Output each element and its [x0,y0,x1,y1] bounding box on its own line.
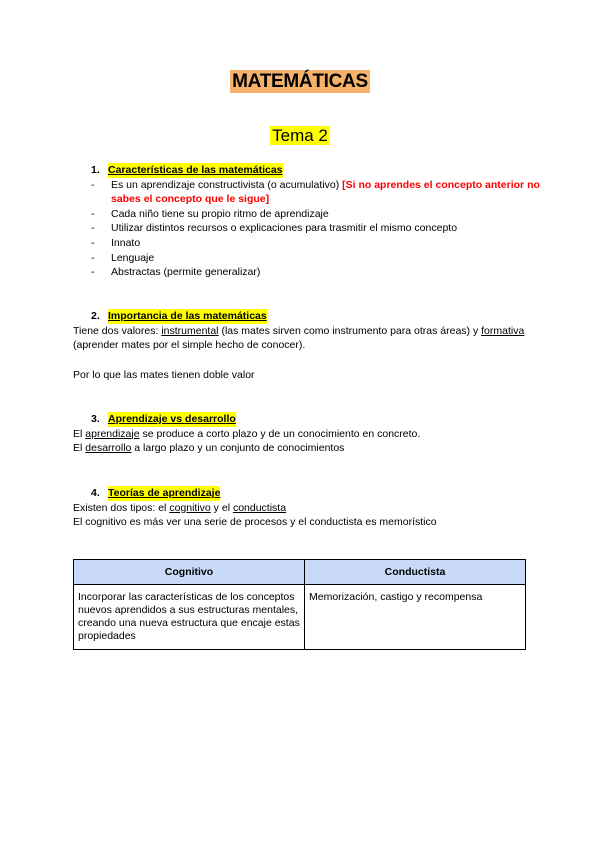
list-item [73,265,543,280]
list-item-text [111,178,543,207]
red-note: [Si no aprendes el concepto anterior no sabes el concepto que le sigue] [111,178,540,206]
term-aprendizaje: aprendizaje [85,427,140,440]
term-formativa: formativa [481,324,525,337]
table-header-conductista: Conductista [305,560,526,585]
paragraph: Por lo que las mates tienen doble valor [73,368,255,381]
document-title-text: MATEMÁTICAS [232,71,368,92]
bullet-dash: - [91,222,95,235]
section-heading-text: Teorías de aprendizaje [108,487,221,499]
table-header-row [74,560,526,585]
list-item [73,251,543,266]
section-heading-text: Características de las matemáticas [108,164,283,176]
term-desarrollo: desarrollo [85,442,132,455]
section-heading-text: Aprendizaje vs desarrollo [108,413,236,425]
list-item [73,178,543,207]
list-item-text: Innato [111,236,141,249]
section-heading-text: Importancia de las matemáticas [108,310,267,322]
paragraph: El cognitivo es más ver una serie de procesos y el conductista es memorístico [73,516,437,529]
section-aprendizaje-desarrollo [73,412,543,456]
paragraph-text: El [73,442,86,455]
paragraph [73,324,543,353]
paragraph-text: El [73,427,86,440]
section-number: 1. [91,164,100,176]
section-number: 2. [91,310,100,322]
section-heading [73,309,543,324]
list-item [73,236,543,251]
term-instrumental: instrumental [161,324,219,337]
paragraph-text: Existen dos tipos: el [73,501,170,514]
section-heading [73,486,543,501]
paragraph [73,501,543,516]
paragraph-text: y el [210,501,233,514]
list-item [73,207,543,222]
paragraph-text: Tiene dos valores: [73,324,162,337]
paragraph-text: (las mates sirven como instrumento para otras áreas) y [218,324,482,337]
term-conductista: conductista [232,501,287,514]
list-item-text: Utilizar distintos recursos o explicaciones para trasmitir el mismo concepto [111,222,458,235]
list-item-text: Lenguaje [111,251,155,264]
document-subtitle-text: Tema 2 [272,126,328,145]
section-heading [73,163,543,178]
bullet-dash: - [91,207,95,220]
paragraph-text: (aprender mates por el simple hecho de conocer). [73,339,306,352]
paragraph-text: a largo plazo y un conjunto de conocimientos [131,442,345,455]
bullet-dash: - [91,236,95,249]
bullet-dash: - [91,251,95,264]
bullet-dash: - [91,178,95,191]
list-item-plain-text: Es un aprendizaje constructivista (o acumulativo) [111,178,343,191]
section-caracteristicas [73,163,543,280]
section-number: 4. [91,487,100,499]
paragraph [73,441,543,456]
list-item-text: Abstractas (permite generalizar) [111,266,261,279]
section-importancia [73,309,543,382]
comparison-table [73,559,526,650]
document-title [0,71,600,93]
section-number: 3. [91,413,100,425]
section-heading [73,412,543,427]
section-teorias [73,486,543,530]
table-cell-cognitivo: Incorporar las características de los conceptos nuevos aprendidos a sus estructuras mentales, creando una nueva estructura que encaje estas propiedades [74,585,305,650]
table-header-cognitivo: Cognitivo [74,560,305,585]
term-cognitivo: cognitivo [169,501,211,514]
table-cell-conductista: Memorización, castigo y recompensa [305,585,526,650]
table-row [74,585,526,650]
paragraph-text: se produce a corto plazo y de un conocimiento en concreto. [139,427,421,440]
paragraph [73,427,543,442]
list-item [73,221,543,236]
bullet-dash: - [91,266,95,279]
list-item-text: Cada niño tiene su propio ritmo de aprendizaje [111,207,329,220]
document-subtitle [0,126,600,146]
